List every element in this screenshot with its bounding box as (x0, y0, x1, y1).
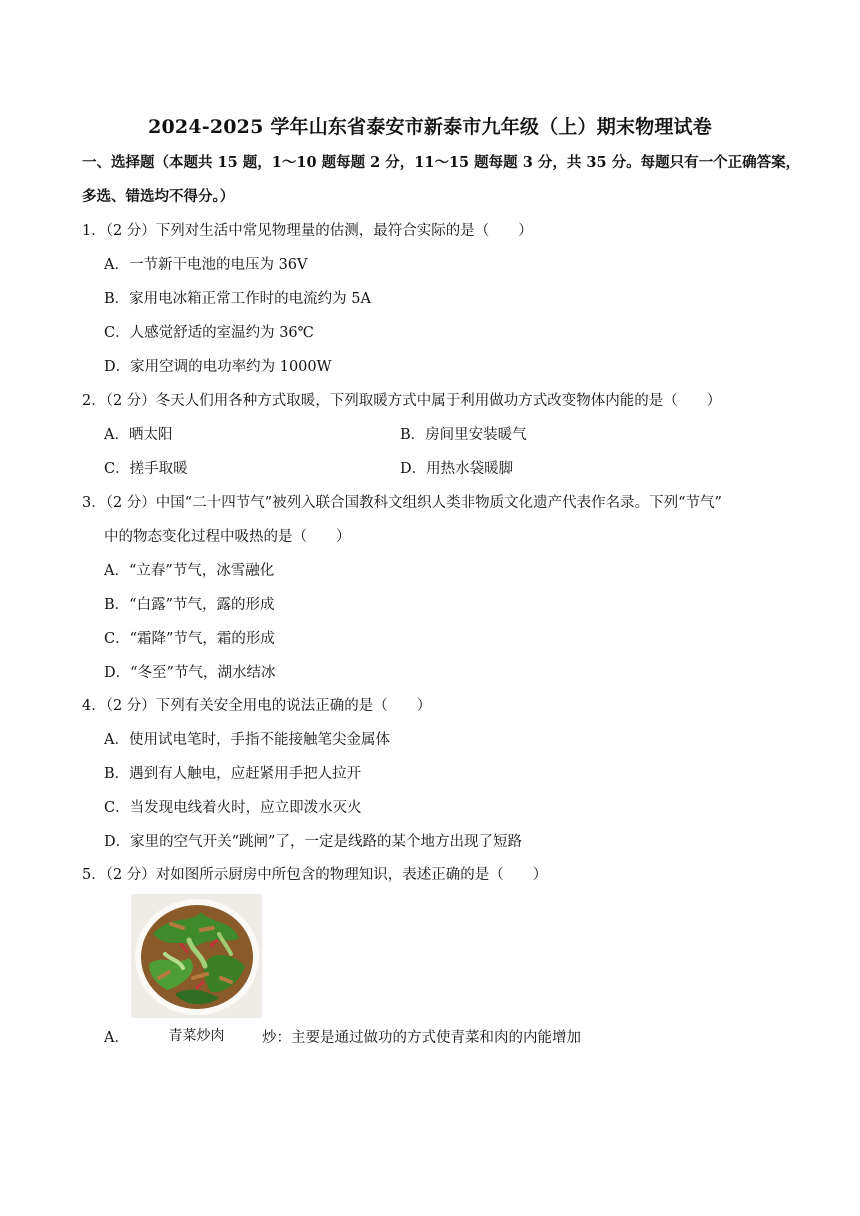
question-1-option-d: D．家用空调的电功率约为 1000W (104, 359, 332, 375)
exam-title: 2024-2025 学年山东省泰安市新泰市九年级（上）期末物理试卷 (148, 116, 712, 138)
dish-image-caption: 青菜炒肉 (168, 1028, 225, 1044)
question-1-stem: 1．（2 分）下列对生活中常见物理量的估测，最符合实际的是（ ） (82, 223, 533, 239)
question-4-option-d: D．家里的空气开关“跳闸”了，一定是线路的某个地方出现了短路 (104, 834, 522, 850)
section-heading-line-2: 多选、错选均不得分。） (82, 188, 235, 205)
question-4-stem: 4．（2 分）下列有关安全用电的说法正确的是（ ） (82, 698, 432, 714)
question-5-option-a-text: 炒：主要是通过做功的方式使青菜和肉的内能增加 (262, 1030, 581, 1046)
question-4-option-b: B．遇到有人触电，应赶紧用手把人拉开 (104, 766, 362, 782)
question-4-option-c: C．当发现电线着火时，应立即泼水灭火 (104, 800, 362, 816)
stir-fry-dish-image (131, 894, 262, 1018)
question-3-option-d: D．“冬至”节气，湖水结冰 (104, 665, 276, 681)
question-2-option-a: A．晒太阳 (104, 427, 173, 443)
question-1-option-a: A．一节新干电池的电压为 36V (104, 257, 308, 273)
question-2-stem: 2．（2 分）冬天人们用各种方式取暖，下列取暖方式中属于利用做功方式改变物体内能的是（ ） (82, 393, 722, 409)
question-3-option-c: C．“霜降”节气，霜的形成 (104, 631, 275, 647)
question-2-option-b: B．房间里安装暖气 (400, 427, 527, 443)
question-3-stem-line-1: 3．（2 分）中国“二十四节气”被列入联合国教科文组织人类非物质文化遗产代表作名录。下列“节气” (82, 495, 722, 511)
question-3-option-a: A．“立春”节气，冰雪融化 (104, 563, 275, 579)
question-1-option-c: C．人感觉舒适的室温约为 36℃ (104, 325, 314, 341)
question-5-option-a-label: A． (104, 1030, 129, 1046)
question-4-option-a: A．使用试电笔时，手指不能接触笔尖金属体 (104, 732, 390, 748)
question-5-stem: 5．（2 分）对如图所示厨房中所包含的物理知识，表述正确的是（ ） (82, 867, 548, 883)
section-heading-line-1: 一、选择题（本题共 15 题，1～10 题每题 2 分，11～15 题每题 3 分，共 35 分。每题只有一个正确答案， (82, 154, 801, 171)
question-3-stem-line-2: 中的物态变化过程中吸热的是（ ） (104, 529, 351, 545)
question-2-option-d: D．用热水袋暖脚 (400, 461, 514, 477)
question-1-option-b: B．家用电冰箱正常工作时的电流约为 5A (104, 291, 371, 307)
question-3-option-b: B．“白露”节气，露的形成 (104, 597, 275, 613)
question-2-option-c: C．搓手取暖 (104, 461, 188, 477)
